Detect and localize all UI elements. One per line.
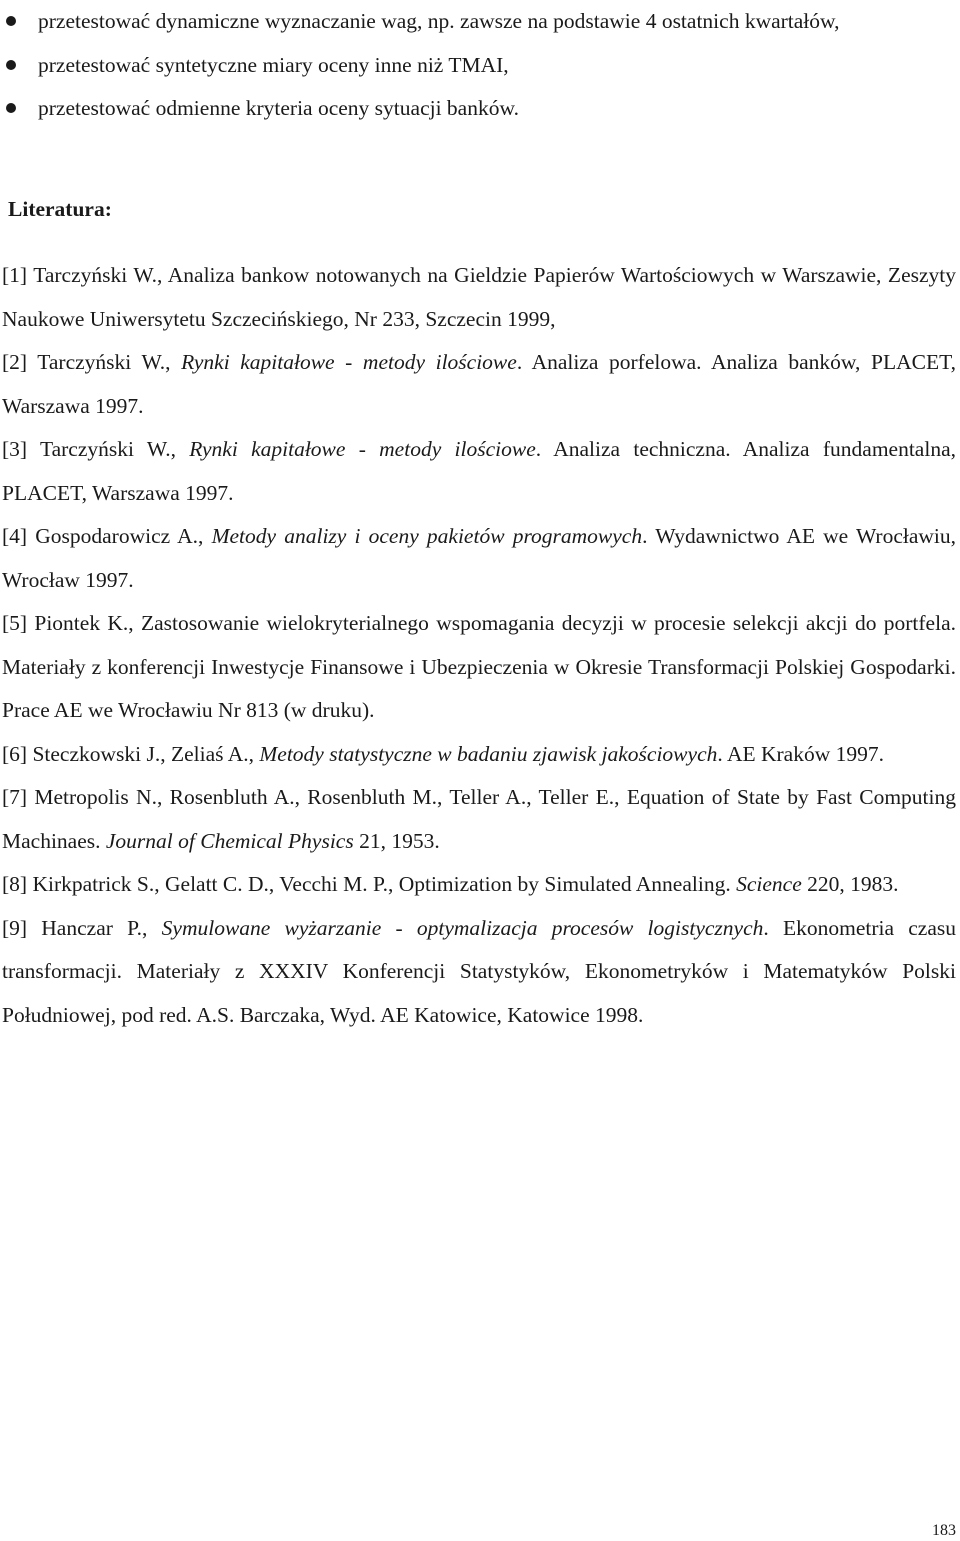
reference-item: [9] Hanczar P., Symulowane wyżarzanie - optymalizacja procesów logistycznych. Ekonometria czasu transformacji. Materiały z XXXIV Konferencji Statystyków, Ekonometryków i Matematyków Polski Południowej, pod red. A.S. Barczaka, Wyd. AE Katowice, Katowice 1998. bbox=[2, 915, 956, 1027]
bullet-item bbox=[0, 87, 958, 131]
reference-list bbox=[2, 254, 956, 1037]
reference-item: [8] Kirkpatrick S., Gelatt C. D., Vecchi M. P., Optimization by Simulated Annealing. Science 220, 1983. bbox=[2, 872, 899, 896]
bullet-item bbox=[0, 0, 958, 44]
reference-item: [3] Tarczyński W., Rynki kapitałowe - metody ilościowe. Analiza techniczna. Analiza fundamentalna, PLACET, Warszawa 1997. bbox=[2, 437, 956, 505]
bullet-dot-icon bbox=[6, 60, 16, 70]
bullet-dot-icon bbox=[6, 103, 16, 113]
reference-item: [4] Gospodarowicz A., Metody analizy i oceny pakietów programowych. Wydawnictwo AE we Wrocławiu, Wrocław 1997. bbox=[2, 524, 957, 592]
reference-item: [5] Piontek K., Zastosowanie wielokryterialnego wspomagania decyzji w procesie selekcji akcji do portfela. Materiały z konferencji Inwestycje Finansowe i Ubezpieczenia w Okresie Transformacji Polskiej Gospodarki. Prace AE we Wrocławiu Nr 813 (w druku). bbox=[2, 611, 956, 722]
reference-item: [2] Tarczyński W., Rynki kapitałowe - metody ilościowe. Analiza porfelowa. Analiza banków, PLACET, Warszawa 1997. bbox=[2, 350, 957, 418]
reference-item: [7] Metropolis N., Rosenbluth A., Rosenbluth M., Teller A., Teller E., Equation of State by Fast Computing Machinaes. Journal of Chemical Physics 21, 1953. bbox=[2, 785, 956, 853]
page-number: 183 bbox=[932, 1522, 956, 1539]
bullet-list bbox=[0, 0, 958, 131]
literature-heading: Literatura: bbox=[8, 197, 112, 221]
reference-item: [1] Tarczyński W., Analiza bankow notowanych na Gieldzie Papierów Wartościowych w Warszawie, Zeszyty Naukowe Uniwersytetu Szczecińskiego, Nr 233, Szczecin 1999, bbox=[2, 263, 956, 331]
reference-item: [6] Steczkowski J., Zeliaś A., Metody statystyczne w badaniu zjawisk jakościowych. AE Kraków 1997. bbox=[2, 741, 884, 766]
bullet-text: przetestować syntetyczne miary oceny inne niż TMAI, bbox=[38, 52, 509, 77]
bullet-dot-icon bbox=[6, 16, 16, 26]
bullet-item bbox=[0, 44, 958, 88]
bullet-text: przetestować dynamiczne wyznaczanie wag, np. zawsze na podstawie 4 ostatnich kwartałów, bbox=[38, 9, 840, 33]
bullet-text: przetestować odmienne kryteria oceny sytuacji banków. bbox=[38, 96, 519, 120]
